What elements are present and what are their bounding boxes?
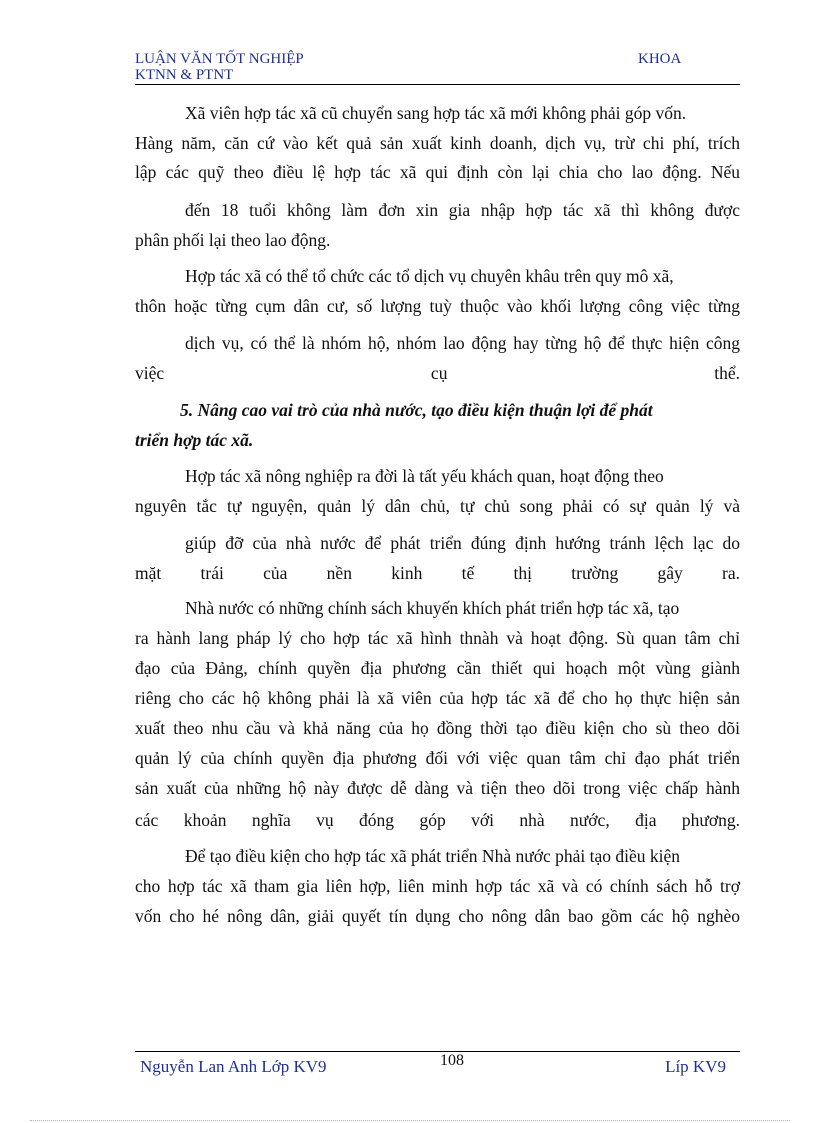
- text-line: quản lý của chính quyền địa phương đối với việc quan tâm chỉ đạo phát triển: [135, 748, 740, 768]
- text-line: ra hành lang pháp lý cho hợp tác xã hình thnàh và hoạt động. Sù quan tâm chỉ: [135, 628, 740, 648]
- header-faculty: KHOA: [638, 51, 682, 67]
- text-line: đến 18 tuổi không làm đơn xin gia nhập hợp tác xã thì không được: [185, 200, 740, 220]
- text-line: nguyên tắc tự nguyện, quản lý dân chủ, tự chủ song phải có sự quản lý và: [135, 496, 740, 516]
- text-line: xuất theo nhu cầu và khả năng của họ đồng thời tạo điều kiện cho sù theo dõi: [135, 718, 740, 738]
- text-line: các khoản nghĩa vụ đóng góp với nhà nước, địa phương.: [135, 810, 740, 830]
- text-line: Nhà nước có những chính sách khuyến khích phát triển hợp tác xã, tạo: [185, 598, 680, 618]
- page-header: [135, 48, 740, 85]
- text-line: Hợp tác xã có thể tổ chức các tổ dịch vụ chuyên khâu trên quy mô xã,: [185, 266, 674, 286]
- footer-author: Nguyễn Lan Anh Lớp KV9: [140, 1057, 327, 1076]
- page-number: 108: [440, 1052, 464, 1069]
- text-line: Hợp tác xã nông nghiệp ra đời là tất yếu khách quan, hoạt động theo: [185, 466, 664, 486]
- text-line: riêng cho các hộ không phải là xã viên của hợp tác xã để cho họ thực hiện sản: [135, 688, 740, 708]
- text-line: mặt trái của nền kinh tế thị trường gây ra.: [135, 563, 740, 583]
- text-line: đạo của Đảng, chính quyền địa phương cần thiết qui hoạch một vùng giành: [135, 658, 740, 678]
- page-footer: [135, 1051, 740, 1082]
- text-line: giúp đỡ của nhà nước để phát triển đúng định hướng tránh lệch lạc do: [185, 533, 740, 553]
- header-thesis-title: LUẬN VĂN TỐT NGHIỆP: [135, 51, 304, 67]
- text-line: sản xuất của những hộ này được dễ dàng và tiện theo dõi trong việc chấp hành: [135, 778, 740, 798]
- section-heading: 5. Nâng cao vai trò của nhà nước, tạo điều kiện thuận lợi để phát: [180, 400, 653, 420]
- text-line: việc cụ thể.: [135, 363, 740, 383]
- text-line: phân phối lại theo lao động.: [135, 230, 331, 250]
- text-line: Để tạo điều kiện cho hợp tác xã phát triển Nhà nước phải tạo điều kiện: [185, 846, 680, 866]
- text-line: cho hợp tác xã tham gia liên hợp, liên minh hợp tác xã và có chính sách hỗ trợ: [135, 876, 740, 896]
- section-heading: triển hợp tác xã.: [135, 430, 254, 450]
- text-line: dịch vụ, có thể là nhóm hộ, nhóm lao động hay từng hộ để thực hiện công: [185, 333, 740, 353]
- header-department: KTNN & PTNT: [135, 67, 234, 83]
- footer-class: Líp KV9: [665, 1057, 726, 1076]
- text-line: vốn cho hé nông dân, giải quyết tín dụng cho nông dân bao gồm các hộ nghèo: [135, 906, 740, 926]
- text-line: Xã viên hợp tác xã cũ chuyển sang hợp tác xã mới không phải góp vốn.: [185, 103, 687, 123]
- text-line: Hàng năm, căn cứ vào kết quả sản xuất kinh doanh, dịch vụ, trừ chi phí, trích: [135, 133, 740, 153]
- text-line: lập các quỹ theo điều lệ hợp tác xã qui định còn lại chia cho lao động. Nếu: [135, 162, 740, 182]
- text-line: thôn hoặc từng cụm dân cư, số lượng tuỳ thuộc vào khối lượng công việc từng: [135, 296, 740, 316]
- page-edge-divider: [30, 1120, 790, 1121]
